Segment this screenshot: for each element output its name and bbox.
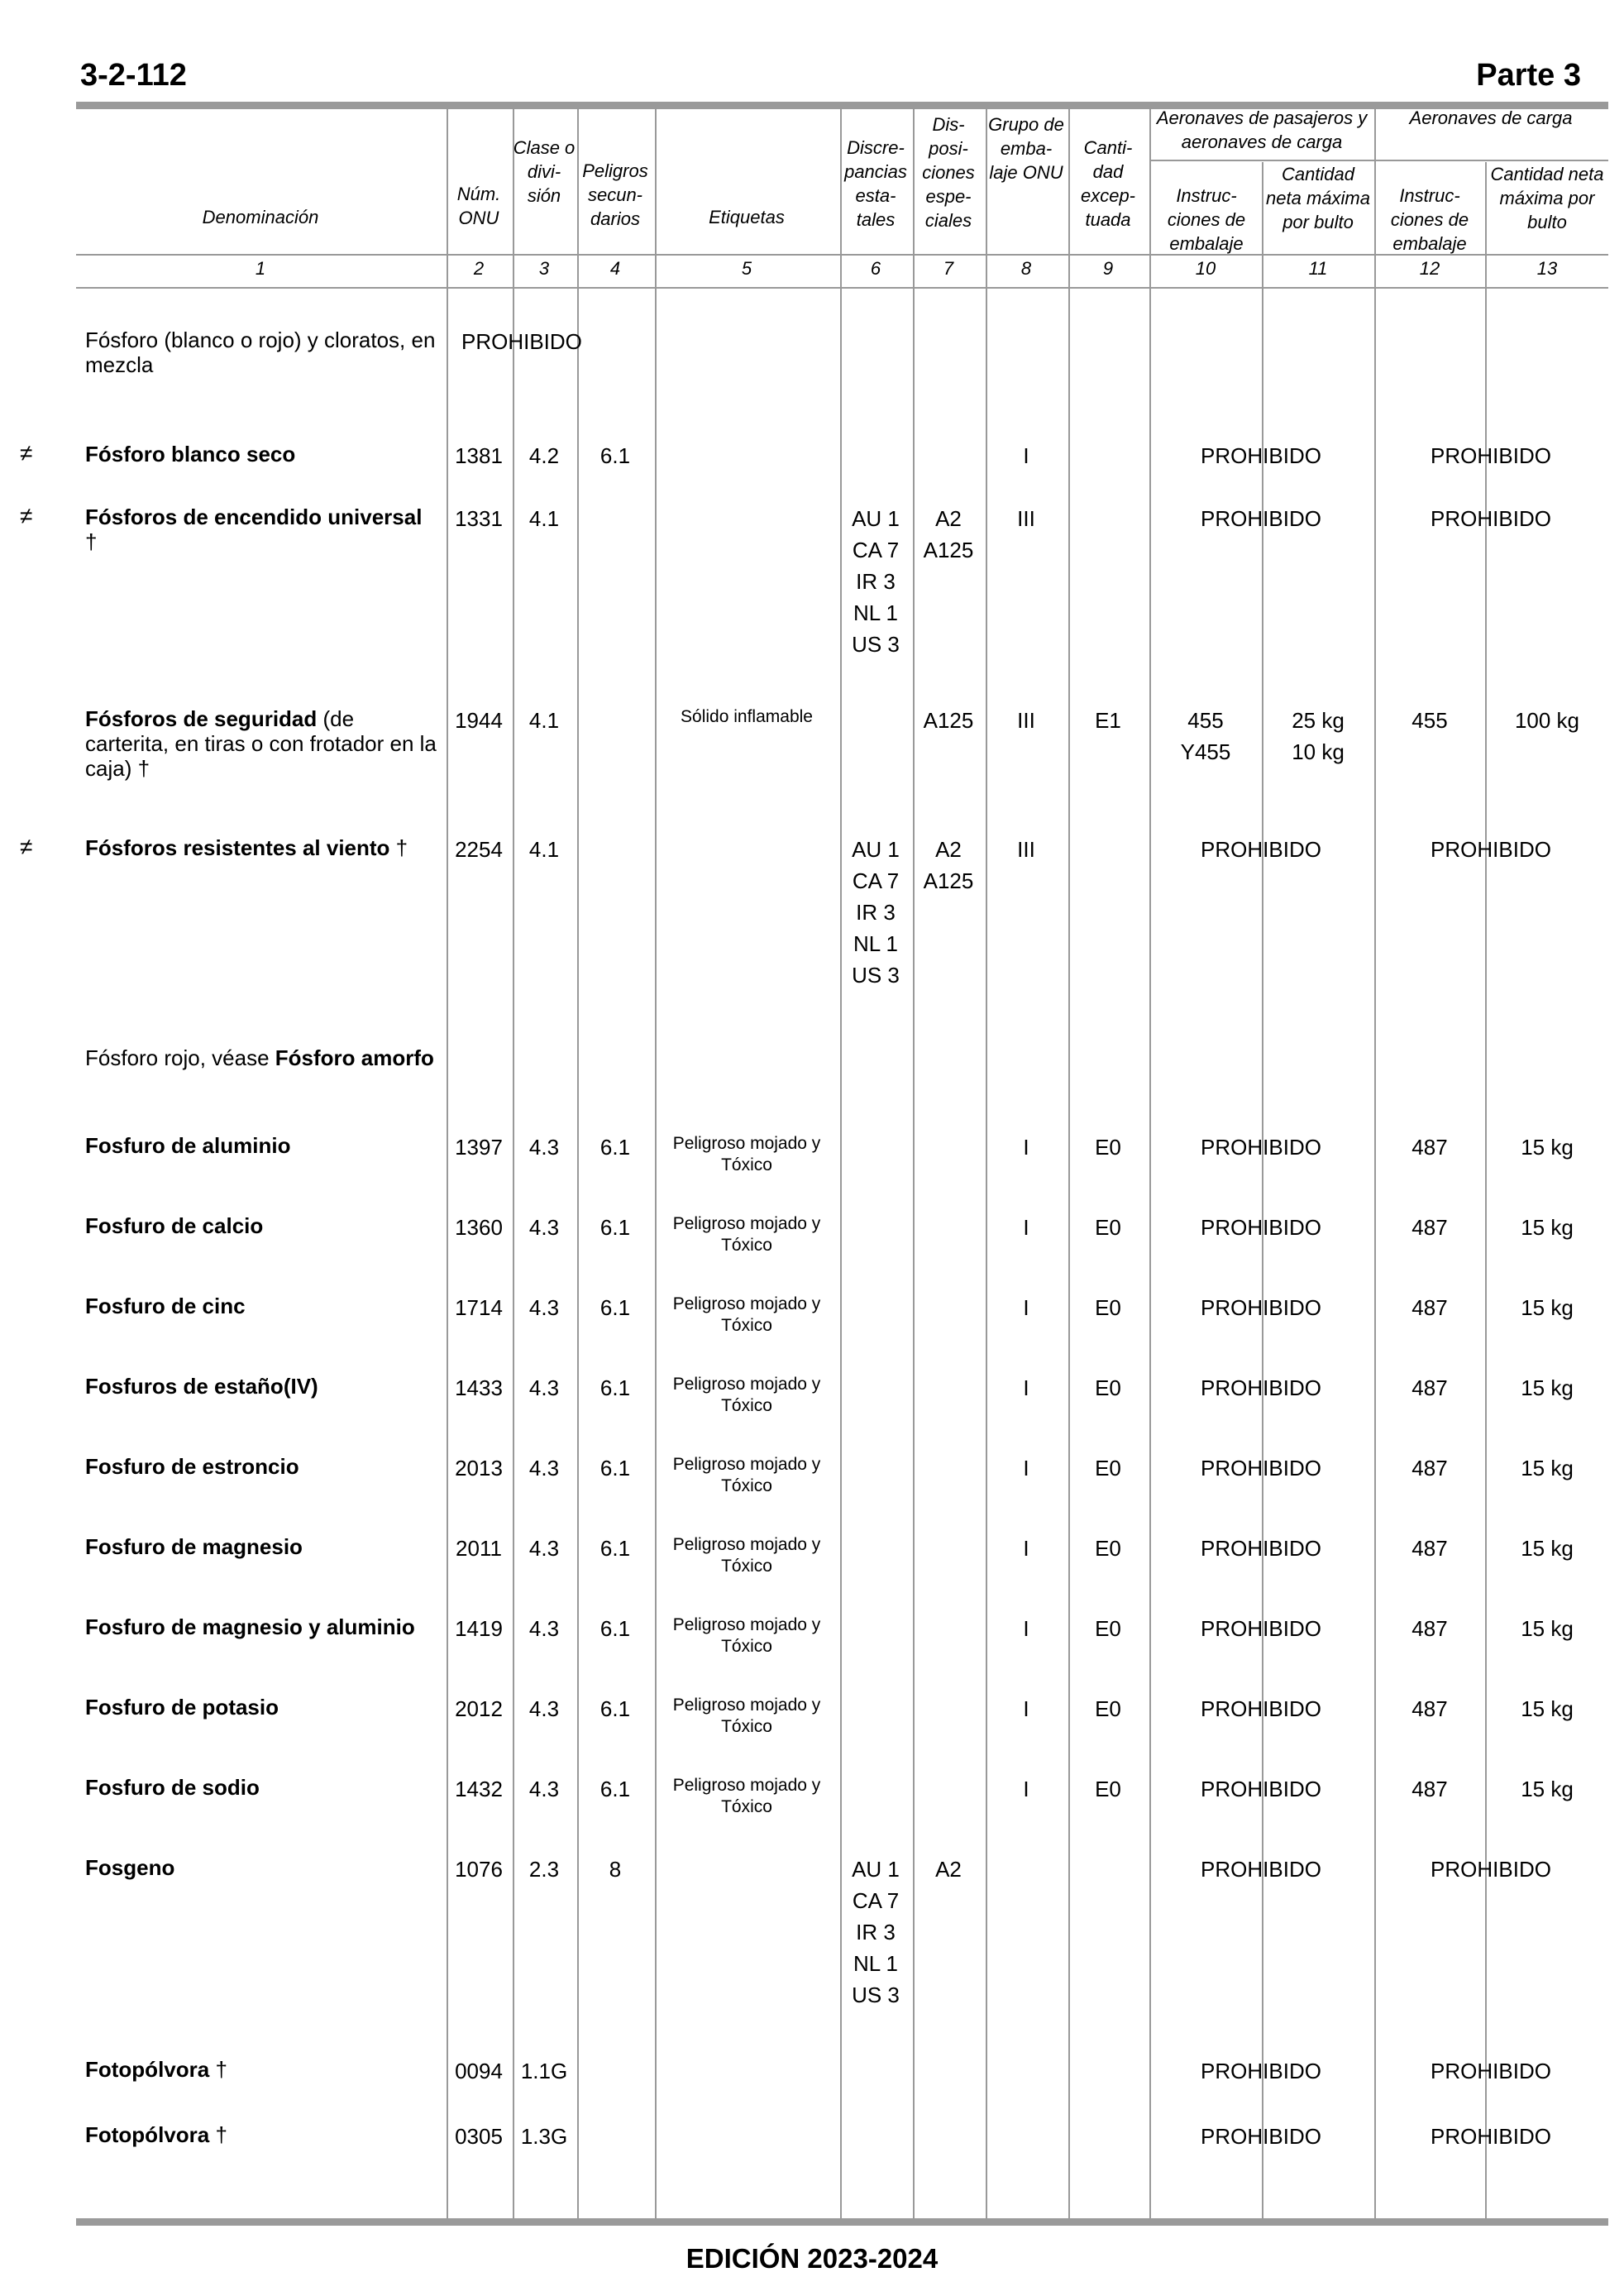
cargo-max-quantity: 15 kg	[1521, 1616, 1574, 1641]
cargo-max-quantity: 15 kg	[1521, 1777, 1574, 1801]
class-division: 4.3	[528, 1375, 560, 1400]
col-class-header: Clase o divi- sión	[513, 137, 576, 206]
excepted-quantity: E0	[1095, 1215, 1121, 1240]
column-divider	[513, 108, 514, 2220]
col-labels-header: Etiquetas	[709, 207, 785, 227]
cargo-packing-instruction: 487	[1411, 1777, 1448, 1801]
un-number: 2011	[456, 1536, 502, 1561]
packing-group: III	[1017, 837, 1035, 862]
packing-group: I	[1023, 1295, 1029, 1320]
col-pax-qty-header: Cantidad neta máxima por bulto	[1266, 164, 1370, 232]
pax-forbidden: PROHIBIDO	[1201, 1536, 1321, 1561]
un-number: 1381	[455, 443, 503, 468]
un-number: 2254	[455, 837, 503, 862]
substance-name: Fósforo rojo, véase Fósforo amorfo	[85, 1045, 434, 1070]
column-divider	[577, 108, 579, 2220]
pax-forbidden: PROHIBIDO	[1201, 506, 1321, 531]
cargo-packing-instruction: 487	[1411, 1616, 1448, 1641]
col-un-header: Núm. ONU	[456, 184, 501, 228]
hazard-label: Peligroso mojado y Tóxico	[672, 1696, 821, 1736]
group-header-divider	[1149, 160, 1608, 161]
cargo-packing-instruction: 487	[1411, 1135, 1448, 1160]
un-number: 1433	[455, 1375, 503, 1400]
class-division: 4.3	[528, 1777, 560, 1801]
pax-forbidden: PROHIBIDO	[1201, 1456, 1321, 1480]
column-divider	[1149, 108, 1151, 2220]
forbidden-note: PROHIBIDO	[461, 329, 582, 354]
column-divider	[913, 108, 915, 2220]
column-divider	[655, 108, 657, 2220]
col-secondary-header: Peligros secun- darios	[582, 160, 648, 229]
pax-forbidden: PROHIBIDO	[1201, 1215, 1321, 1240]
substance-name: Fósforo blanco seco	[85, 442, 296, 466]
column-divider	[986, 108, 987, 2220]
secondary-hazard: 6.1	[599, 1696, 631, 1721]
page-number: 3-2-112	[80, 58, 187, 93]
column-number: 11	[1308, 258, 1328, 279]
cargo-max-quantity: 15 kg	[1521, 1536, 1574, 1561]
un-number: 2013	[455, 1456, 503, 1480]
hazard-label: Peligroso mojado y Tóxico	[672, 1455, 821, 1495]
un-number: 1714	[455, 1295, 503, 1320]
packing-group: I	[1023, 1777, 1029, 1801]
pax-forbidden: PROHIBIDO	[1201, 1295, 1321, 1320]
substance-name: Fotopólvora †	[85, 2057, 227, 2082]
column-number: 6	[870, 258, 881, 279]
column-number: 4	[609, 258, 621, 279]
substance-name: Fotopólvora †	[85, 2122, 227, 2147]
special-provisions: A2	[935, 1857, 962, 1882]
cargo-max-quantity: 15 kg	[1521, 1215, 1574, 1240]
class-division: 4.3	[528, 1536, 560, 1561]
secondary-hazard: 6.1	[599, 1536, 631, 1561]
substance-name: Fósforo (blanco o rojo) y cloratos, en mezcla	[85, 328, 436, 377]
cargo-max-quantity: 15 kg	[1521, 1375, 1574, 1400]
pax-forbidden: PROHIBIDO	[1201, 837, 1321, 862]
group-cargo-header: Aeronaves de carga	[1409, 108, 1573, 128]
cargo-packing-instruction: 487	[1411, 1375, 1448, 1400]
cargo-packing-instruction: 487	[1411, 1536, 1448, 1561]
excepted-quantity: E0	[1095, 1375, 1121, 1400]
excepted-quantity: E0	[1095, 1777, 1121, 1801]
packing-group: I	[1023, 1456, 1029, 1480]
substance-name: Fosfuro de calcio	[85, 1213, 264, 1238]
cargo-packing-instruction: 487	[1411, 1215, 1448, 1240]
class-division: 4.2	[528, 443, 560, 468]
pax-forbidden: PROHIBIDO	[1201, 1777, 1321, 1801]
excepted-quantity: E1	[1095, 708, 1121, 733]
substance-name: Fósforos de seguridad (de carterita, en tiras o con frotador en la caja) †	[85, 706, 437, 781]
state-discrepancies: AU 1 CA 7 IR 3 NL 1 US 3	[852, 837, 900, 988]
page-part: Parte 3	[1476, 58, 1581, 93]
substance-name: Fosfuro de cinc	[85, 1294, 246, 1318]
un-number: 1432	[455, 1777, 503, 1801]
substance-name: Fosfuros de estaño(IV)	[85, 1374, 318, 1399]
cargo-packing-instruction: 455	[1411, 708, 1448, 733]
cargo-forbidden: PROHIBIDO	[1431, 2059, 1551, 2083]
excepted-quantity: E0	[1095, 1696, 1121, 1721]
class-division: 1.1G	[520, 2059, 568, 2083]
hazard-label: Peligroso mojado y Tóxico	[672, 1375, 821, 1415]
column-divider	[447, 108, 448, 2220]
cargo-packing-instruction: 487	[1411, 1696, 1448, 1721]
edition-footer: EDICIÓN 2023-2024	[685, 2243, 939, 2274]
substance-name: Fosfuro de aluminio	[85, 1133, 291, 1158]
substance-name: Fósforos resistentes al viento †	[85, 835, 408, 860]
secondary-hazard: 6.1	[599, 1135, 631, 1160]
cargo-max-quantity: 15 kg	[1521, 1295, 1574, 1320]
state-discrepancies: AU 1 CA 7 IR 3 NL 1 US 3	[852, 506, 900, 657]
change-mark: ≠	[20, 503, 33, 529]
un-number: 0094	[455, 2059, 503, 2083]
excepted-quantity: E0	[1095, 1295, 1121, 1320]
col-cargo-pi-header: Instruc- ciones de embalaje	[1390, 185, 1469, 254]
pax-forbidden: PROHIBIDO	[1201, 443, 1321, 468]
col-special-provisions-header: Dis- posi- ciones espe- ciales	[922, 114, 975, 231]
column-number: 8	[1020, 258, 1032, 279]
column-number: 9	[1102, 258, 1114, 279]
un-number: 1944	[455, 708, 503, 733]
packing-group: I	[1023, 1536, 1029, 1561]
class-division: 2.3	[528, 1857, 560, 1882]
cargo-forbidden: PROHIBIDO	[1431, 2124, 1551, 2149]
secondary-hazard: 6.1	[599, 1777, 631, 1801]
packing-group: I	[1023, 1696, 1029, 1721]
pax-forbidden: PROHIBIDO	[1201, 2124, 1321, 2149]
class-division: 1.3G	[520, 2124, 568, 2149]
state-discrepancies: AU 1 CA 7 IR 3 NL 1 US 3	[852, 1857, 900, 2007]
pax-forbidden: PROHIBIDO	[1201, 1375, 1321, 1400]
column-number: 10	[1195, 258, 1216, 279]
pax-packing-instruction: 455 Y455	[1180, 708, 1231, 764]
bottom-rule	[76, 2218, 1608, 2226]
special-provisions: A2 A125	[923, 837, 974, 893]
hazard-label: Peligroso mojado y Tóxico	[672, 1214, 821, 1255]
hazard-label: Peligroso mojado y Tóxico	[672, 1776, 821, 1816]
secondary-hazard: 6.1	[599, 443, 631, 468]
un-number: 0305	[455, 2124, 503, 2149]
cargo-max-quantity: 15 kg	[1521, 1456, 1574, 1480]
un-number: 1397	[455, 1135, 503, 1160]
class-division: 4.3	[528, 1456, 560, 1480]
hazard-label: Sólido inflamable	[681, 707, 813, 726]
un-number: 1331	[455, 506, 503, 531]
colnum-bottom-line	[76, 287, 1608, 289]
secondary-hazard: 6.1	[599, 1456, 631, 1480]
column-number: 5	[741, 258, 752, 279]
substance-name: Fosfuro de magnesio	[85, 1534, 303, 1559]
hazard-label: Peligroso mojado y Tóxico	[672, 1134, 821, 1174]
excepted-quantity: E0	[1095, 1616, 1121, 1641]
cargo-max-quantity: 100 kg	[1514, 708, 1580, 733]
substance-name: Fosfuro de sodio	[85, 1775, 260, 1800]
hazard-label: Peligroso mojado y Tóxico	[672, 1535, 821, 1576]
substance-name: Fósforos de encendido universal †	[85, 505, 423, 554]
col-denominacion-header: Denominación	[202, 207, 319, 227]
substance-name: Fosgeno	[85, 1855, 175, 1880]
excepted-quantity: E0	[1095, 1456, 1121, 1480]
col-excepted-qty-header: Canti- dad excep- tuada	[1080, 137, 1136, 230]
cargo-max-quantity: 15 kg	[1521, 1696, 1574, 1721]
hazard-label: Peligroso mojado y Tóxico	[672, 1615, 821, 1656]
cargo-forbidden: PROHIBIDO	[1431, 1857, 1551, 1882]
packing-group: I	[1023, 443, 1029, 468]
class-division: 4.3	[528, 1295, 560, 1320]
change-mark: ≠	[20, 440, 33, 466]
special-provisions: A2 A125	[923, 506, 974, 562]
class-division: 4.1	[528, 708, 560, 733]
col-pax-pi-header: Instruc- ciones de embalaje	[1167, 185, 1246, 254]
column-divider	[1068, 108, 1070, 2220]
cargo-packing-instruction: 487	[1411, 1456, 1448, 1480]
special-provisions: A125	[923, 708, 974, 733]
column-number: 13	[1536, 258, 1558, 279]
substance-name: Fosfuro de magnesio y aluminio	[85, 1614, 415, 1639]
packing-group: I	[1023, 1375, 1029, 1400]
hazard-label: Peligroso mojado y Tóxico	[672, 1294, 821, 1335]
class-division: 4.3	[528, 1616, 560, 1641]
un-number: 2012	[455, 1696, 503, 1721]
cargo-forbidden: PROHIBIDO	[1431, 506, 1551, 531]
pax-forbidden: PROHIBIDO	[1201, 1857, 1321, 1882]
column-number: 12	[1419, 258, 1440, 279]
column-divider	[1374, 108, 1376, 2220]
secondary-hazard: 6.1	[599, 1616, 631, 1641]
secondary-hazard: 6.1	[599, 1215, 631, 1240]
group-pax-header: Aeronaves de pasajeros y aeronaves de carga	[1156, 108, 1368, 152]
class-division: 4.3	[528, 1696, 560, 1721]
pax-forbidden: PROHIBIDO	[1201, 1696, 1321, 1721]
cargo-packing-instruction: 487	[1411, 1295, 1448, 1320]
class-division: 4.3	[528, 1135, 560, 1160]
cargo-max-quantity: 15 kg	[1521, 1135, 1574, 1160]
col-packing-group-header: Grupo de emba- laje ONU	[988, 114, 1064, 183]
packing-group: III	[1017, 708, 1035, 733]
column-number: 2	[473, 258, 485, 279]
packing-group: I	[1023, 1215, 1029, 1240]
cargo-forbidden: PROHIBIDO	[1431, 443, 1551, 468]
excepted-quantity: E0	[1095, 1135, 1121, 1160]
secondary-hazard: 8	[609, 1857, 622, 1882]
packing-group: I	[1023, 1135, 1029, 1160]
column-number: 1	[255, 258, 266, 279]
un-number: 1360	[455, 1215, 503, 1240]
class-division: 4.3	[528, 1215, 560, 1240]
column-number: 3	[538, 258, 550, 279]
secondary-hazard: 6.1	[599, 1295, 631, 1320]
col-discrepancies-header: Discre- pancias esta- tales	[844, 137, 907, 230]
column-number: 7	[943, 258, 954, 279]
excepted-quantity: E0	[1095, 1536, 1121, 1561]
col-cargo-qty-header: Cantidad neta máxima por bulto	[1490, 164, 1604, 232]
pax-forbidden: PROHIBIDO	[1201, 1135, 1321, 1160]
class-division: 4.1	[528, 837, 560, 862]
substance-name: Fosfuro de estroncio	[85, 1454, 299, 1479]
pax-forbidden: PROHIBIDO	[1201, 1616, 1321, 1641]
secondary-hazard: 6.1	[599, 1375, 631, 1400]
pax-max-quantity: 25 kg 10 kg	[1292, 708, 1345, 764]
packing-group: I	[1023, 1616, 1029, 1641]
packing-group: III	[1017, 506, 1035, 531]
un-number: 1076	[455, 1857, 503, 1882]
cargo-forbidden: PROHIBIDO	[1431, 837, 1551, 862]
class-division: 4.1	[528, 506, 560, 531]
pax-forbidden: PROHIBIDO	[1201, 2059, 1321, 2083]
un-number: 1419	[455, 1616, 503, 1641]
change-mark: ≠	[20, 834, 33, 859]
substance-name: Fosfuro de potasio	[85, 1695, 279, 1720]
